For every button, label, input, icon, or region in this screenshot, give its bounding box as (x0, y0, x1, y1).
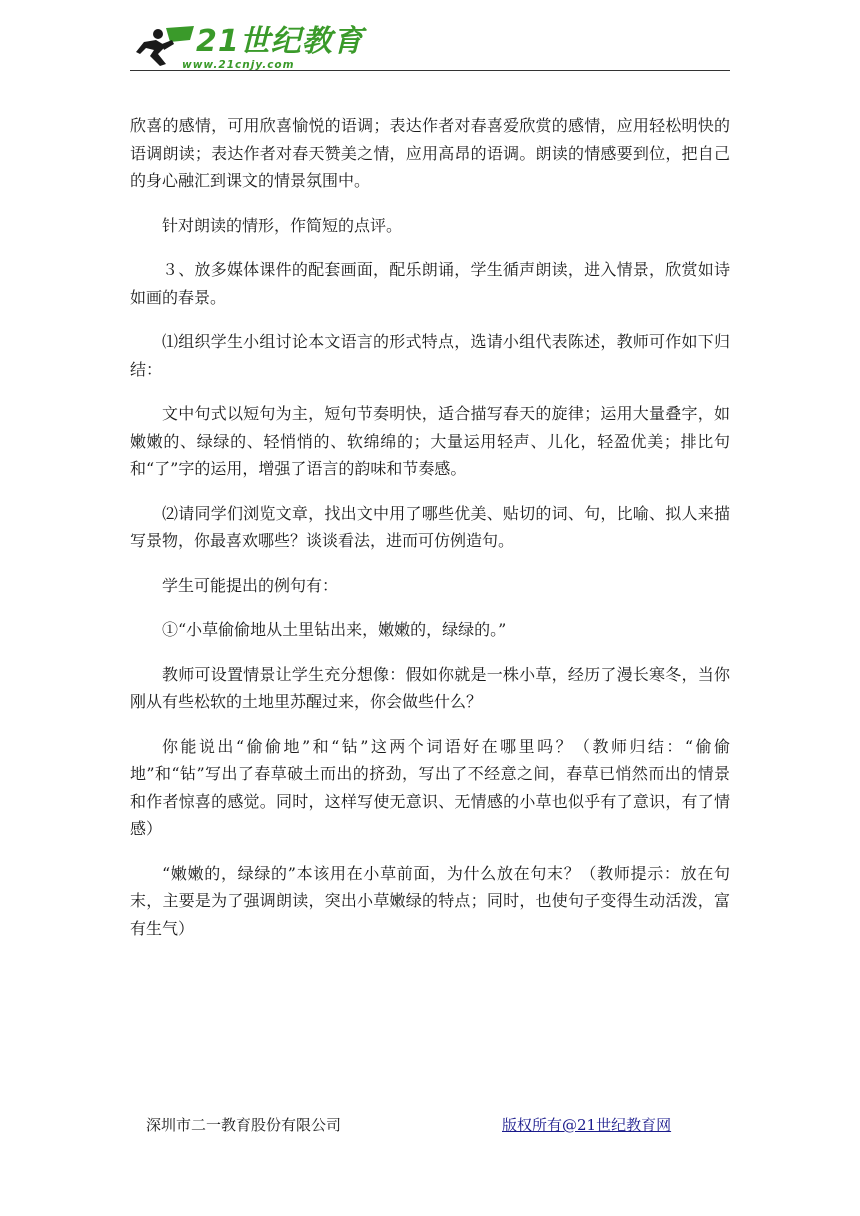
paragraph: 学生可能提出的例句有： (162, 575, 339, 595)
paragraph: ①“小草偷偷地从土里钻出来，嫩嫩的，绿绿的。” (162, 620, 507, 639)
paragraph: 文中句式以短句为主，短句节奏明快，适合描写春天的旋律；运用大量叠字，如嫩嫩的、绿绿的、轻悄悄的、软绵绵的；大量运用轻声、儿化，轻盈优美；排比句和“了”字的运用，增强了语言的韵味和节奏感。 (130, 404, 730, 478)
logo-url: www.21cnjy.com (182, 59, 295, 71)
page-header (130, 22, 730, 74)
footer-copyright-link[interactable]: 版权所有@21世纪教育网 (502, 1116, 672, 1134)
footer-company: 深圳市二一教育股份有限公司 (146, 1116, 342, 1134)
document-body (130, 112, 730, 959)
paragraph: 教师可设置情景让学生充分想像：假如你就是一株小草，经历了漫长寒冬，当你刚从有些松软的土地里苏醒过来，你会做些什么？ (130, 664, 730, 711)
paragraph: ⑴组织学生小组讨论本文语言的形式特点，选请小组代表陈述，教师可作如下归结： (130, 332, 730, 379)
paragraph: ⑵请同学们浏览文章，找出文中用了哪些优美、贴切的词、句，比喻、拟人来描写景物，你最喜欢哪些？谈谈看法，进而可仿例造句。 (130, 503, 730, 550)
paragraph: 欣喜的感情，可用欣喜愉悦的语调；表达作者对春喜爱欣赏的感情，应用轻松明快的语调朗读；表达作者对春天赞美之情，应用高昂的语调。朗读的情感要到位，把自己的身心融汇到课文的情景氛围中。 (130, 116, 730, 190)
paragraph: ３、放多媒体课件的配套画面，配乐朗诵，学生循声朗读，进入情景，欣赏如诗如画的春景。 (130, 260, 730, 307)
logo-text: 21世纪教育 (196, 24, 364, 59)
paragraph: 你能说出“偷偷地”和“钻”这两个词语好在哪里吗？（教师归结：“偷偷地”和“钻”写出了春草破土而出的挤劲，写出了不经意之间，春草已悄然而出的情景和作者惊喜的感觉。同时，这样写使无意识、无情感的小草也似乎有了意识，有了情感） (130, 736, 730, 838)
paragraph: “嫩嫩的，绿绿的”本该用在小草前面，为什么放在句末？（教师提示：放在句末，主要是为了强调朗读，突出小草嫩绿的特点；同时，也使句子变得生动活泼，富有生气） (130, 863, 730, 938)
header-divider (130, 70, 730, 71)
paragraph: 针对朗读的情形，作简短的点评。 (162, 215, 403, 235)
